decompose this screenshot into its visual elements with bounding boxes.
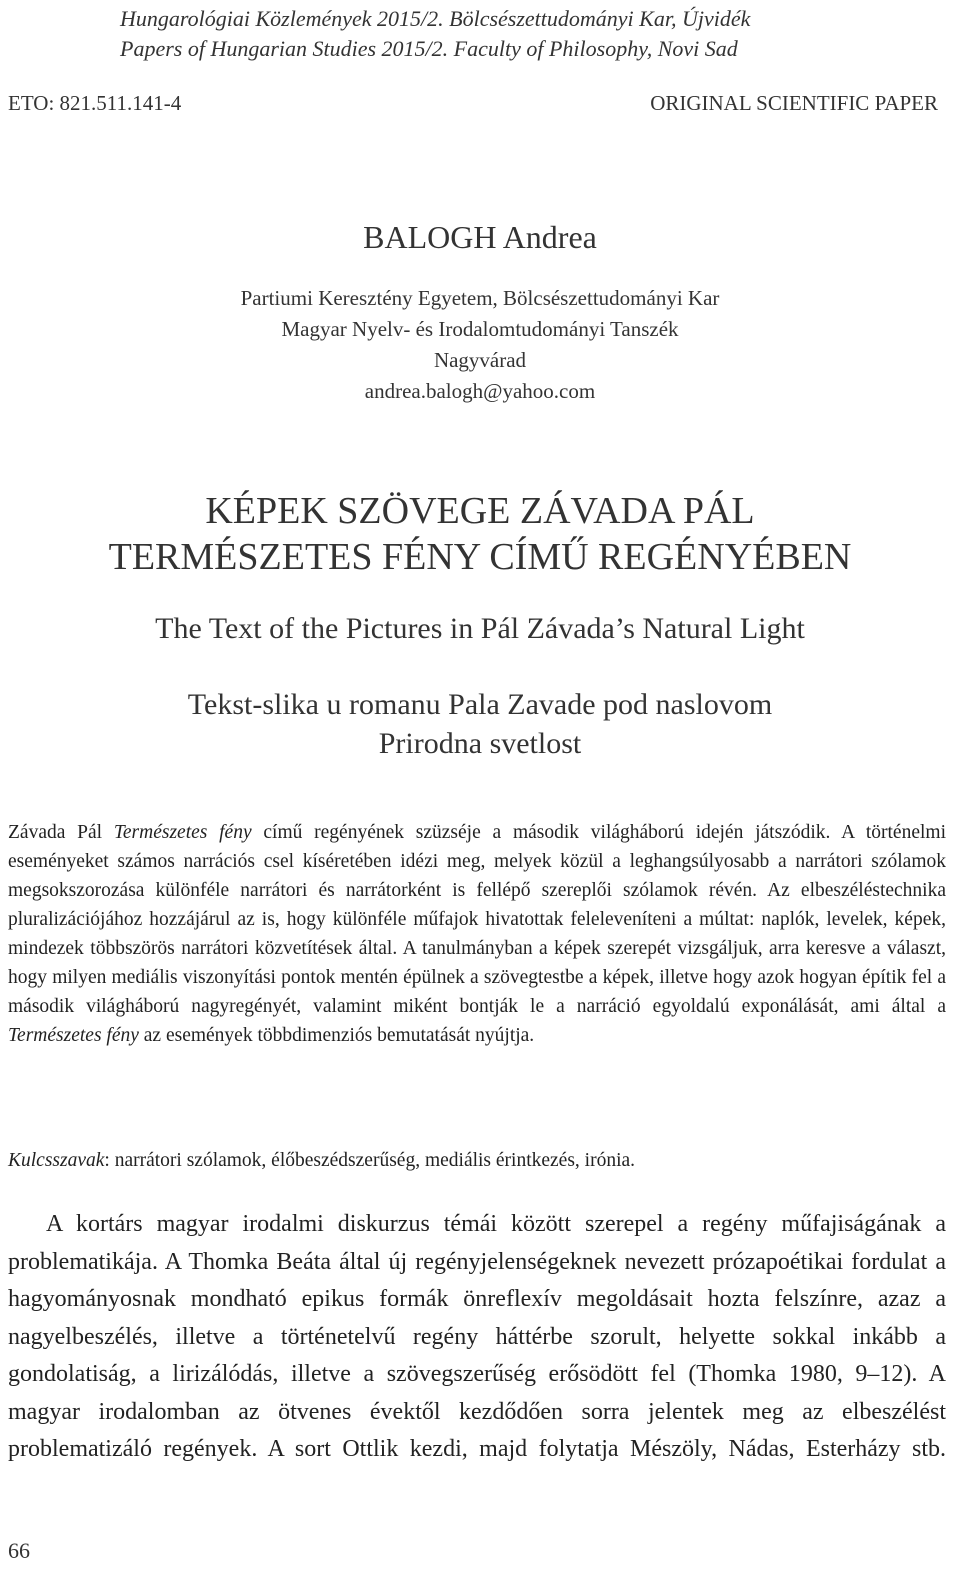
journal-header [120,4,750,64]
title-hu-line-2: TERMÉSZETES FÉNY CÍMŰ REGÉNYÉBEN [108,536,852,578]
affiliation-city: Nagyvárad [433,348,527,372]
title-serbian [0,685,960,763]
title-sr-line-1: Tekst-slika u romanu Pala Zavade pod naslovom [187,688,773,721]
keywords [8,1146,946,1175]
eto-code: ETO: 821.511.141-4 [8,91,182,115]
abstract-text-3: az események többdimenziós bemutatását nyújtja. [138,1025,535,1046]
abstract-text-1: Závada Pál [8,822,114,843]
keywords-label: Kulcsszavak [8,1150,105,1171]
abstract [8,818,946,1050]
affiliation-line-2: Magyar Nyelv- és Irodalomtudományi Tanszék [281,317,679,341]
abstract-italic-title-1: Természetes fény [113,822,252,843]
title-english: The Text of the Pictures in Pál Závada’s Natural Light [155,612,805,645]
paper-type: ORIGINAL SCIENTIFIC PAPER [650,91,938,115]
author-name: BALOGH Andrea [363,219,597,255]
journal-title-hu: Hungarológiai Közlemények 2015/2. Bölcsészettudományi Kar, Újvidék [120,6,751,31]
author-email: andrea.balogh@yahoo.com [364,379,596,403]
keywords-list: : narrátori szólamok, élőbeszédszerűség, mediális érintkezés, irónia. [104,1150,636,1171]
body-paragraph: A kortárs magyar irodalmi diskurzus témái között szerepel a regény műfajiságának a problematikája. A Thomka Beáta által új regényjelenségeknek nevezett prózapoétikai fordulat a hagyományosnak mondható epikus formák önreflexív megoldásait hozta felszínre, azaz a nagyelbeszélés, illetve a történetelvű regény háttérbe szorult, helyette sokkal inkább a gondolatiság, a lirizálódás, illetve a szövegszerűség erősödött fel (Thomka 1980, 9–12). A magyar irodalomban az ötvenes évektől kezdődően sorra jelentek meg az elbeszélést problematizáló regények. A sort Ottlik kezdi, majd folytatja Mészöly, Nádas, Esterházy stb. [8,1211,946,1462]
author-affiliation [0,283,960,407]
title-hu-line-1: KÉPEK SZÖVEGE ZÁVADA PÁL [205,490,755,532]
journal-title-en: Papers of Hungarian Studies 2015/2. Faculty of Philosophy, Novi Sad [120,36,738,61]
abstract-text-2: című regényének szüzséje a második világháború idején játszódik. A történelmi eseményeket számos narrációs csel kíséretében idézi meg, melyek közül a leghangsúlyosabb a narrátori szólamok megsokszorozása különféle narrátori és narrátorként is fellépő szereplői szólamok révén. Az elbeszéléstechnika pluralizációjához hozzájárul az is, hogy különféle műfajok hivatottak feleleveníteni a múltat: naplók, levelek, képek, mindezek többszörös narrátori közvetítések által. A tanulmányban a képek szerepét vizsgáljuk, arra keresve a választ, hogy milyen mediális viszonyítási pontok mentén épülnek a szövegtestbe a képek, illetve hogy azok hogyan építik fel a második világháború nagyregényét, valamint miként bontják le a narráció egyoldalú exponálását, ami által a [8,822,946,1017]
page-number: 66 [8,1538,30,1563]
affiliation-line-1: Partiumi Keresztény Egyetem, Bölcsészettudományi Kar [240,286,720,310]
abstract-italic-title-2: Természetes fény [8,1025,139,1046]
title-sr-line-2: Prirodna svetlost [378,727,582,760]
title-hungarian [0,488,960,580]
